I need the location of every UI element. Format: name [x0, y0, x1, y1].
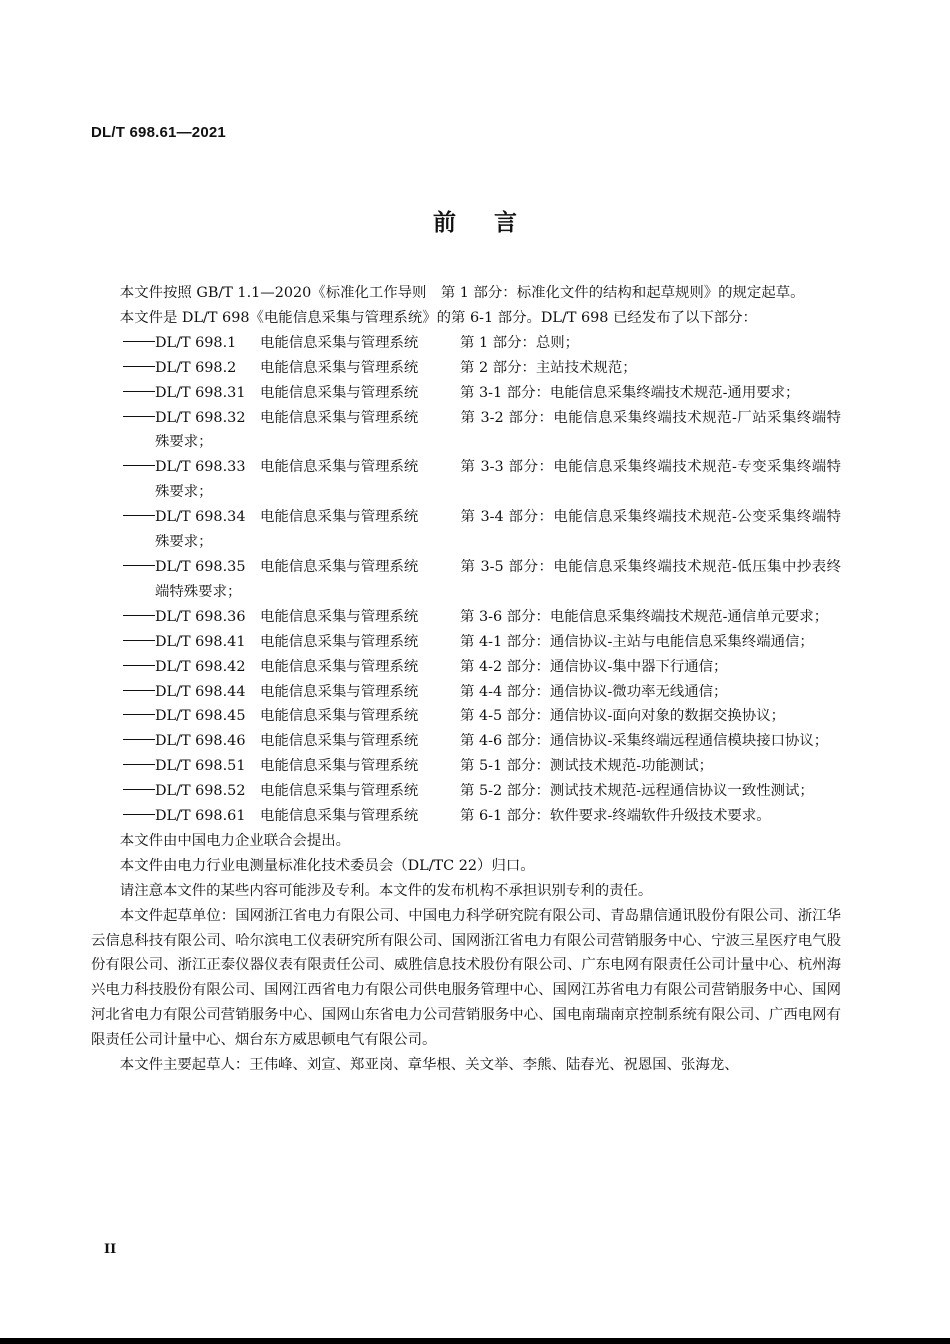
parts-list: [91, 331, 841, 829]
part-system: 电能信息采集与管理系统: [260, 783, 419, 800]
part-system: 电能信息采集与管理系统: [260, 708, 419, 725]
part-system: 电能信息采集与管理系统: [260, 359, 419, 376]
part-code: DL/T 698.51: [155, 758, 246, 775]
part-code: DL/T 698.45: [155, 708, 246, 725]
paragraph: 本文件由电力行业电测量标准化技术委员会（DL/TC 22）归口。: [119, 857, 535, 874]
part-desc: 第 6-1 部分：软件要求-终端软件升级技术要求。: [460, 808, 771, 825]
section-title: 前言: [433, 210, 555, 236]
part-code: DL/T 698.31: [155, 384, 246, 401]
part-code: DL/T 698.35: [155, 558, 246, 575]
part-code: DL/T 698.33: [155, 459, 246, 476]
bottom-border: [0, 1338, 950, 1344]
dash-mark: [91, 704, 155, 729]
list-item: [91, 605, 841, 630]
part-desc: 第 3-2 部分：电能信息采集终端技术规范-厂站采集终端特殊要求；: [155, 409, 841, 451]
part-desc: 第 4-4 部分：通信协议-微功率无线通信；: [460, 683, 728, 700]
paragraph: 本文件由中国电力企业联合会提出。: [119, 832, 351, 849]
part-desc: 第 3-6 部分：电能信息采集终端技术规范-通信单元要求；: [460, 608, 829, 625]
part-system: 电能信息采集与管理系统: [260, 558, 419, 575]
list-item: [91, 381, 841, 406]
dash-mark: [91, 754, 155, 779]
part-desc: 第 3-3 部分：电能信息采集终端技术规范-专变采集终端特殊要求；: [155, 459, 841, 501]
part-system: 电能信息采集与管理系统: [260, 808, 419, 825]
dash-mark: [91, 655, 155, 680]
part-desc: 第 4-6 部分：通信协议-采集终端远程通信模块接口协议；: [460, 733, 829, 750]
list-item: [91, 704, 841, 729]
list-item: [91, 630, 841, 655]
page-number: II: [104, 1242, 117, 1257]
part-system: 电能信息采集与管理系统: [260, 633, 419, 650]
part-system: 电能信息采集与管理系统: [260, 509, 419, 526]
paragraph: 本文件按照 GB/T 1.1—2020《标准化工作导则 第 1 部分：标准化文件的结构和起草规则》的规定起草。: [119, 285, 805, 301]
part-desc: 第 3-4 部分：电能信息采集终端技术规范-公变采集终端特殊要求；: [155, 509, 841, 551]
dash-mark: [91, 406, 155, 456]
list-item: [91, 555, 841, 605]
paragraph: 本文件起草单位：国网浙江省电力有限公司、中国电力科学研究院有限公司、青岛鼎信通讯股份有限公司、浙江华云信息科技有限公司、哈尔滨电工仪表研究所有限公司、国网浙江省电力有限公司营销服务中心、宁波三星医疗电气股份有限公司、浙江正泰仪器仪表有限责任公司、威胜信息技术股份有限公司、广东电网有限责任公司计量中心、杭州海兴电力科技股份有限公司、国网江西省电力有限公司供电服务管理中心、国网江苏省电力有限公司营销服务中心、国网河北省电力有限公司营销服务中心、国网山东省电力公司营销服务中心、国电南瑞南京控制系统有限公司、广西电网有限责任公司计量中心、烟台东方威思顿电气有限公司。: [91, 907, 841, 1049]
part-system: 电能信息采集与管理系统: [260, 334, 419, 351]
part-desc: 第 4-2 部分：通信协议-集中器下行通信；: [460, 658, 728, 675]
list-item: [91, 505, 841, 555]
part-desc: 第 3-1 部分：电能信息采集终端技术规范-通用要求；: [460, 384, 800, 401]
part-code: DL/T 698.36: [155, 608, 246, 625]
document-id: DL/T 698.61—2021: [91, 124, 226, 141]
part-code: DL/T 698.42: [155, 658, 246, 675]
part-system: 电能信息采集与管理系统: [260, 409, 419, 426]
part-desc: 第 1 部分：总则；: [460, 334, 580, 351]
part-system: 电能信息采集与管理系统: [260, 608, 419, 625]
list-item: [91, 406, 841, 456]
dash-mark: [91, 630, 155, 655]
part-code: DL/T 698.46: [155, 733, 246, 750]
part-desc: 第 4-5 部分：通信协议-面向对象的数据交换协议；: [460, 708, 785, 725]
part-code: DL/T 698.41: [155, 633, 246, 650]
part-desc: 第 5-2 部分：测试技术规范-远程通信协议一致性测试；: [460, 783, 814, 800]
part-system: 电能信息采集与管理系统: [260, 683, 419, 700]
part-system: 电能信息采集与管理系统: [260, 758, 419, 775]
list-item: [91, 729, 841, 754]
dash-mark: [91, 680, 155, 705]
dash-mark: [91, 555, 155, 605]
dash-mark: [91, 779, 155, 804]
dash-mark: [91, 331, 155, 356]
dash-mark: [91, 455, 155, 505]
part-desc: 第 4-1 部分：通信协议-主站与电能信息采集终端通信；: [460, 633, 814, 650]
part-code: DL/T 698.34: [155, 509, 246, 526]
part-code: DL/T 698.44: [155, 683, 246, 700]
part-system: 电能信息采集与管理系统: [260, 459, 419, 476]
list-item: [91, 804, 841, 829]
part-system: 电能信息采集与管理系统: [260, 658, 419, 675]
dash-mark: [91, 605, 155, 630]
part-system: 电能信息采集与管理系统: [260, 733, 419, 750]
dash-mark: [91, 381, 155, 406]
paragraph: 本文件是 DL/T 698《电能信息采集与管理系统》的第 6-1 部分。DL/T 698 已经发布了以下部分：: [119, 309, 757, 326]
part-code: DL/T 698.1: [155, 334, 237, 351]
paragraph: 本文件主要起草人：王伟峰、刘宣、郑亚岗、章华根、关文举、李熊、陆春光、祝恩国、张海龙、: [119, 1057, 739, 1074]
list-item: [91, 455, 841, 505]
list-item: [91, 331, 841, 356]
part-desc: 第 2 部分：主站技术规范；: [460, 359, 637, 376]
part-desc: 第 5-1 部分：测试技术规范-功能测试；: [460, 758, 714, 775]
part-code: DL/T 698.52: [155, 783, 246, 800]
part-system: 电能信息采集与管理系统: [260, 384, 419, 401]
dash-mark: [91, 356, 155, 381]
part-code: DL/T 698.61: [155, 808, 246, 825]
list-item: [91, 356, 841, 381]
part-desc: 第 3-5 部分：电能信息采集终端技术规范-低压集中抄表终端特殊要求；: [155, 558, 841, 600]
part-code: DL/T 698.2: [155, 359, 237, 376]
list-item: [91, 680, 841, 705]
dash-mark: [91, 505, 155, 555]
paragraph: 请注意本文件的某些内容可能涉及专利。本文件的发布机构不承担识别专利的责任。: [119, 882, 653, 899]
list-item: [91, 779, 841, 804]
dash-mark: [91, 729, 155, 754]
part-code: DL/T 698.32: [155, 409, 246, 426]
foreword-body: [91, 281, 841, 1078]
list-item: [91, 754, 841, 779]
dash-mark: [91, 804, 155, 829]
list-item: [91, 655, 841, 680]
